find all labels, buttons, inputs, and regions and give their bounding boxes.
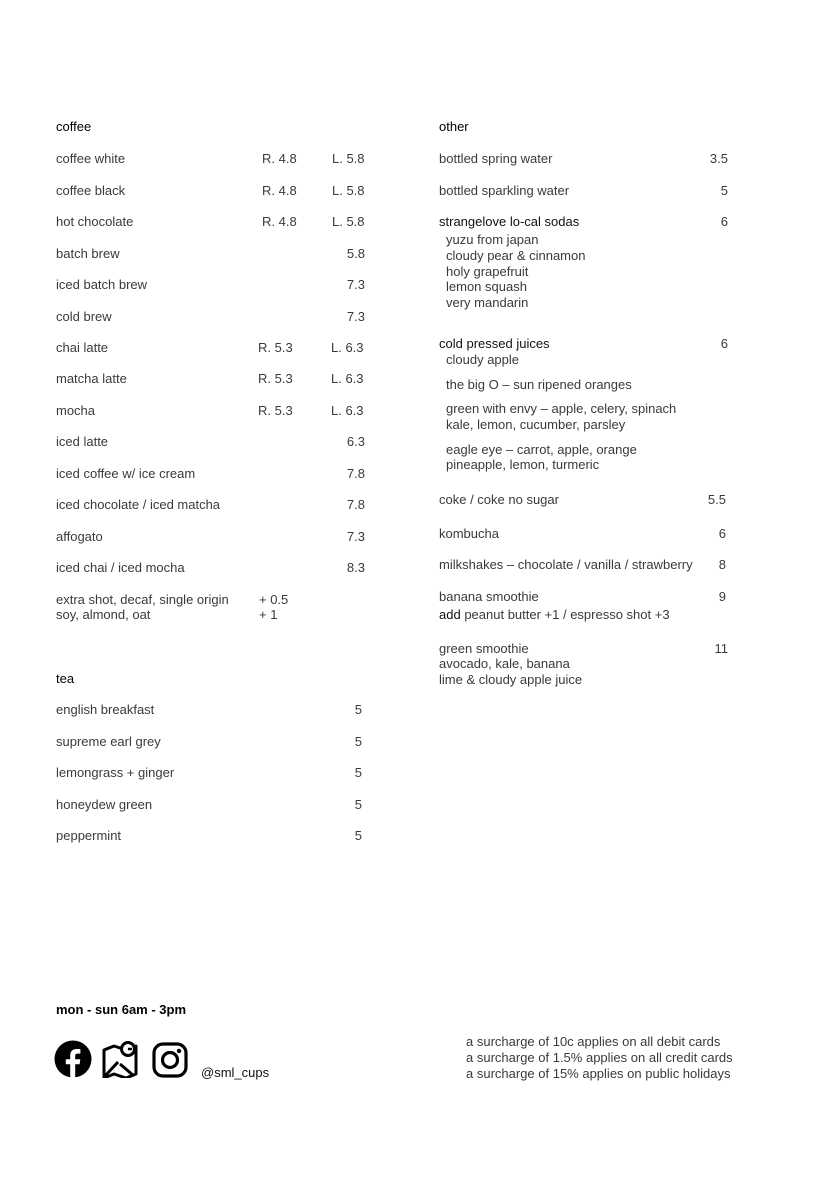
soda-flavour: very mandarin — [446, 295, 529, 310]
other-item-name: green smoothie — [439, 641, 529, 656]
coffee-item-price: 7.3 — [346, 277, 365, 292]
surcharge-line: a surcharge of 15% applies on public holidays — [466, 1066, 731, 1081]
other-item-name: bottled sparkling water — [439, 183, 570, 198]
coffee-item-name: coffee white — [56, 151, 126, 166]
coffee-item-name: iced chai / iced mocha — [56, 560, 185, 575]
juice-variety: cloudy apple — [446, 352, 519, 367]
coffee-item-large-price: L. 5.8 — [332, 214, 365, 229]
soda-flavour: cloudy pear & cinnamon — [446, 248, 586, 263]
coffee-item-name: cold brew — [56, 309, 112, 324]
social-handle[interactable]: @sml_cups — [201, 1065, 270, 1080]
tea-item-price: 5 — [354, 702, 362, 717]
juice-variety: kale, lemon, cucumber, parsley — [446, 417, 626, 432]
tea-item-name: english breakfast — [56, 702, 155, 717]
coffee-item-regular-price: R. 5.3 — [258, 340, 293, 355]
other-item-price: 6 — [718, 526, 726, 541]
tea-item-name: honeydew green — [56, 797, 153, 812]
green-smoothie-detail: lime & cloudy apple juice — [439, 672, 583, 687]
other-item-price: 5.5 — [707, 492, 726, 507]
coffee-extra-name: extra shot, decaf, single origin — [56, 592, 229, 607]
tea-item-price: 5 — [354, 797, 362, 812]
other-item-price: 5 — [720, 183, 728, 198]
banana-smoothie-addons — [439, 607, 670, 623]
coffee-item-name: hot chocolate — [56, 214, 134, 229]
coffee-item-price: 8.3 — [346, 560, 365, 575]
tea-item-price: 5 — [354, 765, 362, 780]
juice-variety: green with envy – apple, celery, spinach — [446, 401, 677, 416]
other-item-price: 9 — [718, 589, 726, 604]
soda-flavour: yuzu from japan — [446, 232, 539, 247]
soda-flavour: holy grapefruit — [446, 264, 529, 279]
coffee-item-large-price: L. 5.8 — [332, 183, 365, 198]
juice-variety: eagle eye – carrot, apple, orange — [446, 442, 637, 457]
coffee-item-price: 6.3 — [346, 434, 365, 449]
juices-price: 6 — [720, 336, 728, 351]
coffee-item-name: coffee black — [56, 183, 126, 198]
facebook-icon[interactable] — [54, 1040, 92, 1078]
coffee-extra-price: + 0.5 — [259, 592, 289, 607]
other-item-name: banana smoothie — [439, 589, 539, 604]
coffee-item-large-price: L. 6.3 — [331, 403, 364, 418]
coffee-extra-name: soy, almond, oat — [56, 607, 151, 622]
coffee-heading: coffee — [56, 119, 92, 134]
coffee-item-name: batch brew — [56, 246, 120, 261]
coffee-item-name: matcha latte — [56, 371, 127, 386]
coffee-item-regular-price: R. 5.3 — [258, 403, 293, 418]
coffee-item-name: iced coffee w/ ice cream — [56, 466, 196, 481]
juice-variety: pineapple, lemon, turmeric — [446, 457, 600, 472]
other-item-name: bottled spring water — [439, 151, 553, 166]
coffee-item-name: iced latte — [56, 434, 109, 449]
tea-item-price: 5 — [354, 734, 362, 749]
coffee-item-price: 5.8 — [346, 246, 365, 261]
coffee-item-name: chai latte — [56, 340, 109, 355]
other-item-name: milkshakes – chocolate / vanilla / strawberry — [439, 557, 693, 572]
coffee-item-name: iced chocolate / iced matcha — [56, 497, 221, 512]
coffee-extra-price: + 1 — [259, 607, 278, 622]
other-item-price: 11 — [714, 641, 728, 656]
other-item-price: 8 — [718, 557, 726, 572]
green-smoothie-detail: avocado, kale, banana — [439, 656, 570, 671]
opening-hours: mon - sun 6am - 3pm — [56, 1002, 187, 1017]
coffee-item-regular-price: R. 5.3 — [258, 371, 293, 386]
coffee-item-large-price: L. 6.3 — [331, 371, 364, 386]
tea-item-name: peppermint — [56, 828, 122, 843]
coffee-item-price: 7.8 — [346, 466, 365, 481]
coffee-item-price: 7.3 — [346, 529, 365, 544]
instagram-icon[interactable] — [152, 1042, 188, 1078]
soda-flavour: lemon squash — [446, 279, 527, 294]
tea-item-name: lemongrass + ginger — [56, 765, 175, 780]
coffee-item-regular-price: R. 4.8 — [262, 214, 297, 229]
coffee-item-price: 7.8 — [346, 497, 365, 512]
other-item-name: coke / coke no sugar — [439, 492, 559, 507]
juice-variety: the big O – sun ripened oranges — [446, 377, 632, 392]
addon-prefix: add — [439, 607, 461, 622]
sodas-name: strangelove lo-cal sodas — [439, 214, 580, 229]
tea-heading: tea — [56, 671, 75, 686]
tea-item-price: 5 — [354, 828, 362, 843]
coffee-item-name: mocha — [56, 403, 96, 418]
other-item-name: kombucha — [439, 526, 499, 541]
surcharge-line: a surcharge of 10c applies on all debit cards — [466, 1034, 721, 1049]
tea-item-name: supreme earl grey — [56, 734, 161, 749]
coffee-item-large-price: L. 6.3 — [331, 340, 364, 355]
coffee-item-price: 7.3 — [346, 309, 365, 324]
addon-text: peanut butter +1 / espresso shot +3 — [460, 607, 670, 622]
juices-name: cold pressed juices — [439, 336, 550, 351]
coffee-item-large-price: L. 5.8 — [332, 151, 365, 166]
other-heading: other — [439, 119, 469, 134]
surcharge-line: a surcharge of 1.5% applies on all credit cards — [466, 1050, 733, 1065]
map-icon[interactable] — [101, 1040, 139, 1078]
coffee-item-regular-price: R. 4.8 — [262, 151, 297, 166]
sodas-price: 6 — [720, 214, 728, 229]
coffee-item-name: affogato — [56, 529, 103, 544]
coffee-item-name: iced batch brew — [56, 277, 148, 292]
other-item-price: 3.5 — [709, 151, 728, 166]
coffee-item-regular-price: R. 4.8 — [262, 183, 297, 198]
